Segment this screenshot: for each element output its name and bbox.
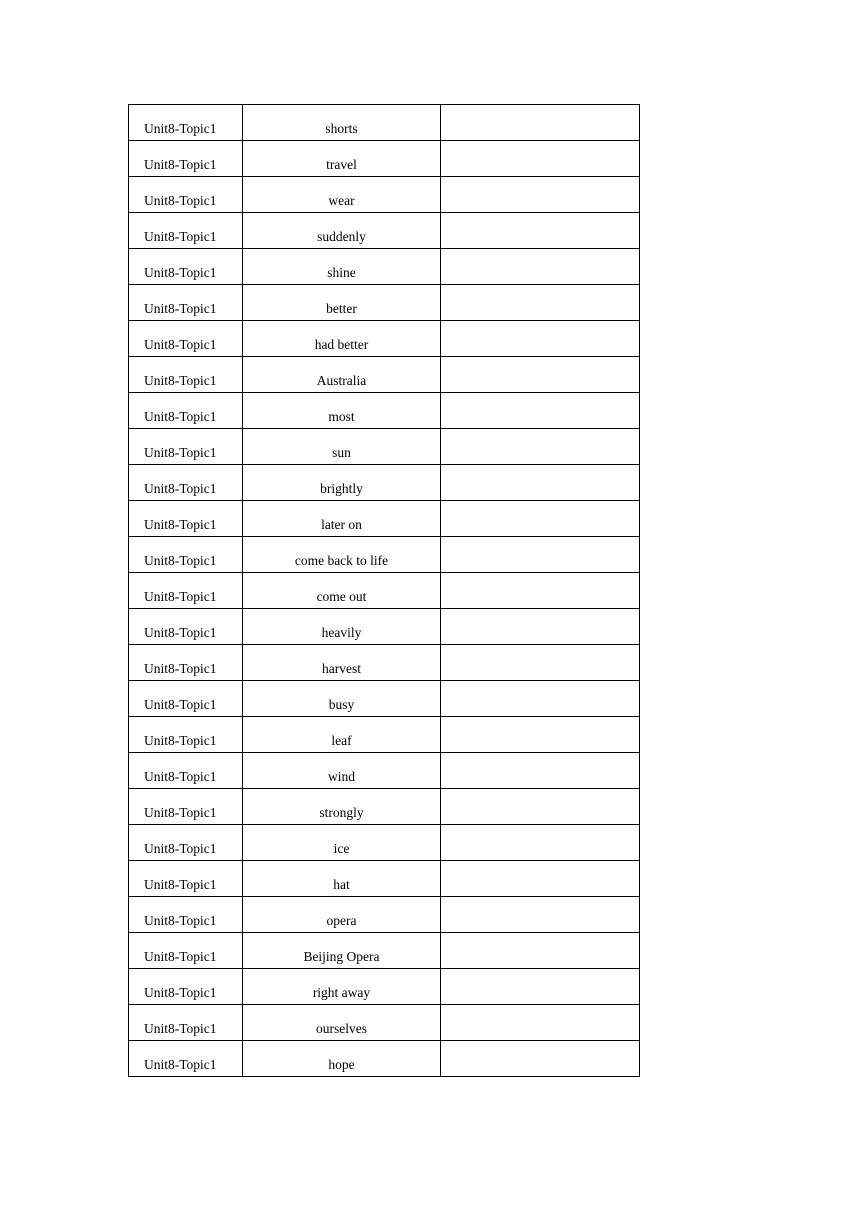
meaning-cell: [441, 681, 640, 717]
unit-cell: Unit8-Topic1: [129, 753, 243, 789]
meaning-cell: [441, 861, 640, 897]
unit-cell: Unit8-Topic1: [129, 717, 243, 753]
table-row: [129, 177, 640, 213]
unit-cell: Unit8-Topic1: [129, 321, 243, 357]
unit-cell: Unit8-Topic1: [129, 897, 243, 933]
word-cell: come out: [243, 573, 441, 609]
word-cell: heavily: [243, 609, 441, 645]
word-cell: ourselves: [243, 1005, 441, 1041]
word-cell: hope: [243, 1041, 441, 1077]
table-row: [129, 105, 640, 141]
word-cell: shine: [243, 249, 441, 285]
word-cell: shorts: [243, 105, 441, 141]
meaning-cell: [441, 429, 640, 465]
meaning-cell: [441, 645, 640, 681]
table-row: [129, 717, 640, 753]
word-cell: had better: [243, 321, 441, 357]
word-cell: Beijing Opera: [243, 933, 441, 969]
word-cell: suddenly: [243, 213, 441, 249]
table-row: [129, 249, 640, 285]
unit-cell: Unit8-Topic1: [129, 537, 243, 573]
table-row: [129, 897, 640, 933]
table-row: [129, 465, 640, 501]
table-row: [129, 573, 640, 609]
meaning-cell: [441, 1005, 640, 1041]
unit-cell: Unit8-Topic1: [129, 285, 243, 321]
table-row: [129, 429, 640, 465]
table-row: [129, 753, 640, 789]
vocabulary-table: [128, 104, 640, 1077]
meaning-cell: [441, 825, 640, 861]
table-row: [129, 393, 640, 429]
word-cell: brightly: [243, 465, 441, 501]
meaning-cell: [441, 1041, 640, 1077]
meaning-cell: [441, 501, 640, 537]
unit-cell: Unit8-Topic1: [129, 213, 243, 249]
meaning-cell: [441, 537, 640, 573]
word-cell: opera: [243, 897, 441, 933]
word-cell: travel: [243, 141, 441, 177]
unit-cell: Unit8-Topic1: [129, 141, 243, 177]
meaning-cell: [441, 897, 640, 933]
word-cell: harvest: [243, 645, 441, 681]
meaning-cell: [441, 465, 640, 501]
word-cell: Australia: [243, 357, 441, 393]
meaning-cell: [441, 753, 640, 789]
unit-cell: Unit8-Topic1: [129, 645, 243, 681]
unit-cell: Unit8-Topic1: [129, 609, 243, 645]
meaning-cell: [441, 141, 640, 177]
unit-cell: Unit8-Topic1: [129, 393, 243, 429]
unit-cell: Unit8-Topic1: [129, 429, 243, 465]
table-row: [129, 285, 640, 321]
meaning-cell: [441, 789, 640, 825]
table-row: [129, 789, 640, 825]
table-row: [129, 213, 640, 249]
table-row: [129, 861, 640, 897]
unit-cell: Unit8-Topic1: [129, 1041, 243, 1077]
word-cell: better: [243, 285, 441, 321]
unit-cell: Unit8-Topic1: [129, 1005, 243, 1041]
table-row: [129, 609, 640, 645]
meaning-cell: [441, 285, 640, 321]
table-row: [129, 141, 640, 177]
unit-cell: Unit8-Topic1: [129, 573, 243, 609]
unit-cell: Unit8-Topic1: [129, 825, 243, 861]
unit-cell: Unit8-Topic1: [129, 969, 243, 1005]
table-row: [129, 1041, 640, 1077]
unit-cell: Unit8-Topic1: [129, 465, 243, 501]
word-cell: right away: [243, 969, 441, 1005]
unit-cell: Unit8-Topic1: [129, 357, 243, 393]
table-row: [129, 357, 640, 393]
table-row: [129, 645, 640, 681]
meaning-cell: [441, 321, 640, 357]
unit-cell: Unit8-Topic1: [129, 177, 243, 213]
table-row: [129, 537, 640, 573]
table-row: [129, 825, 640, 861]
meaning-cell: [441, 717, 640, 753]
meaning-cell: [441, 177, 640, 213]
vocabulary-table-body: [129, 105, 640, 1077]
word-cell: strongly: [243, 789, 441, 825]
meaning-cell: [441, 105, 640, 141]
meaning-cell: [441, 969, 640, 1005]
unit-cell: Unit8-Topic1: [129, 105, 243, 141]
meaning-cell: [441, 357, 640, 393]
word-cell: wear: [243, 177, 441, 213]
unit-cell: Unit8-Topic1: [129, 249, 243, 285]
word-cell: later on: [243, 501, 441, 537]
meaning-cell: [441, 573, 640, 609]
word-cell: wind: [243, 753, 441, 789]
meaning-cell: [441, 933, 640, 969]
word-cell: sun: [243, 429, 441, 465]
word-cell: come back to life: [243, 537, 441, 573]
table-row: [129, 1005, 640, 1041]
unit-cell: Unit8-Topic1: [129, 681, 243, 717]
word-cell: most: [243, 393, 441, 429]
unit-cell: Unit8-Topic1: [129, 933, 243, 969]
word-cell: hat: [243, 861, 441, 897]
meaning-cell: [441, 609, 640, 645]
word-cell: busy: [243, 681, 441, 717]
unit-cell: Unit8-Topic1: [129, 861, 243, 897]
table-row: [129, 321, 640, 357]
word-cell: leaf: [243, 717, 441, 753]
table-row: [129, 681, 640, 717]
table-row: [129, 933, 640, 969]
unit-cell: Unit8-Topic1: [129, 789, 243, 825]
table-row: [129, 969, 640, 1005]
meaning-cell: [441, 249, 640, 285]
table-row: [129, 501, 640, 537]
unit-cell: Unit8-Topic1: [129, 501, 243, 537]
meaning-cell: [441, 393, 640, 429]
meaning-cell: [441, 213, 640, 249]
word-cell: ice: [243, 825, 441, 861]
